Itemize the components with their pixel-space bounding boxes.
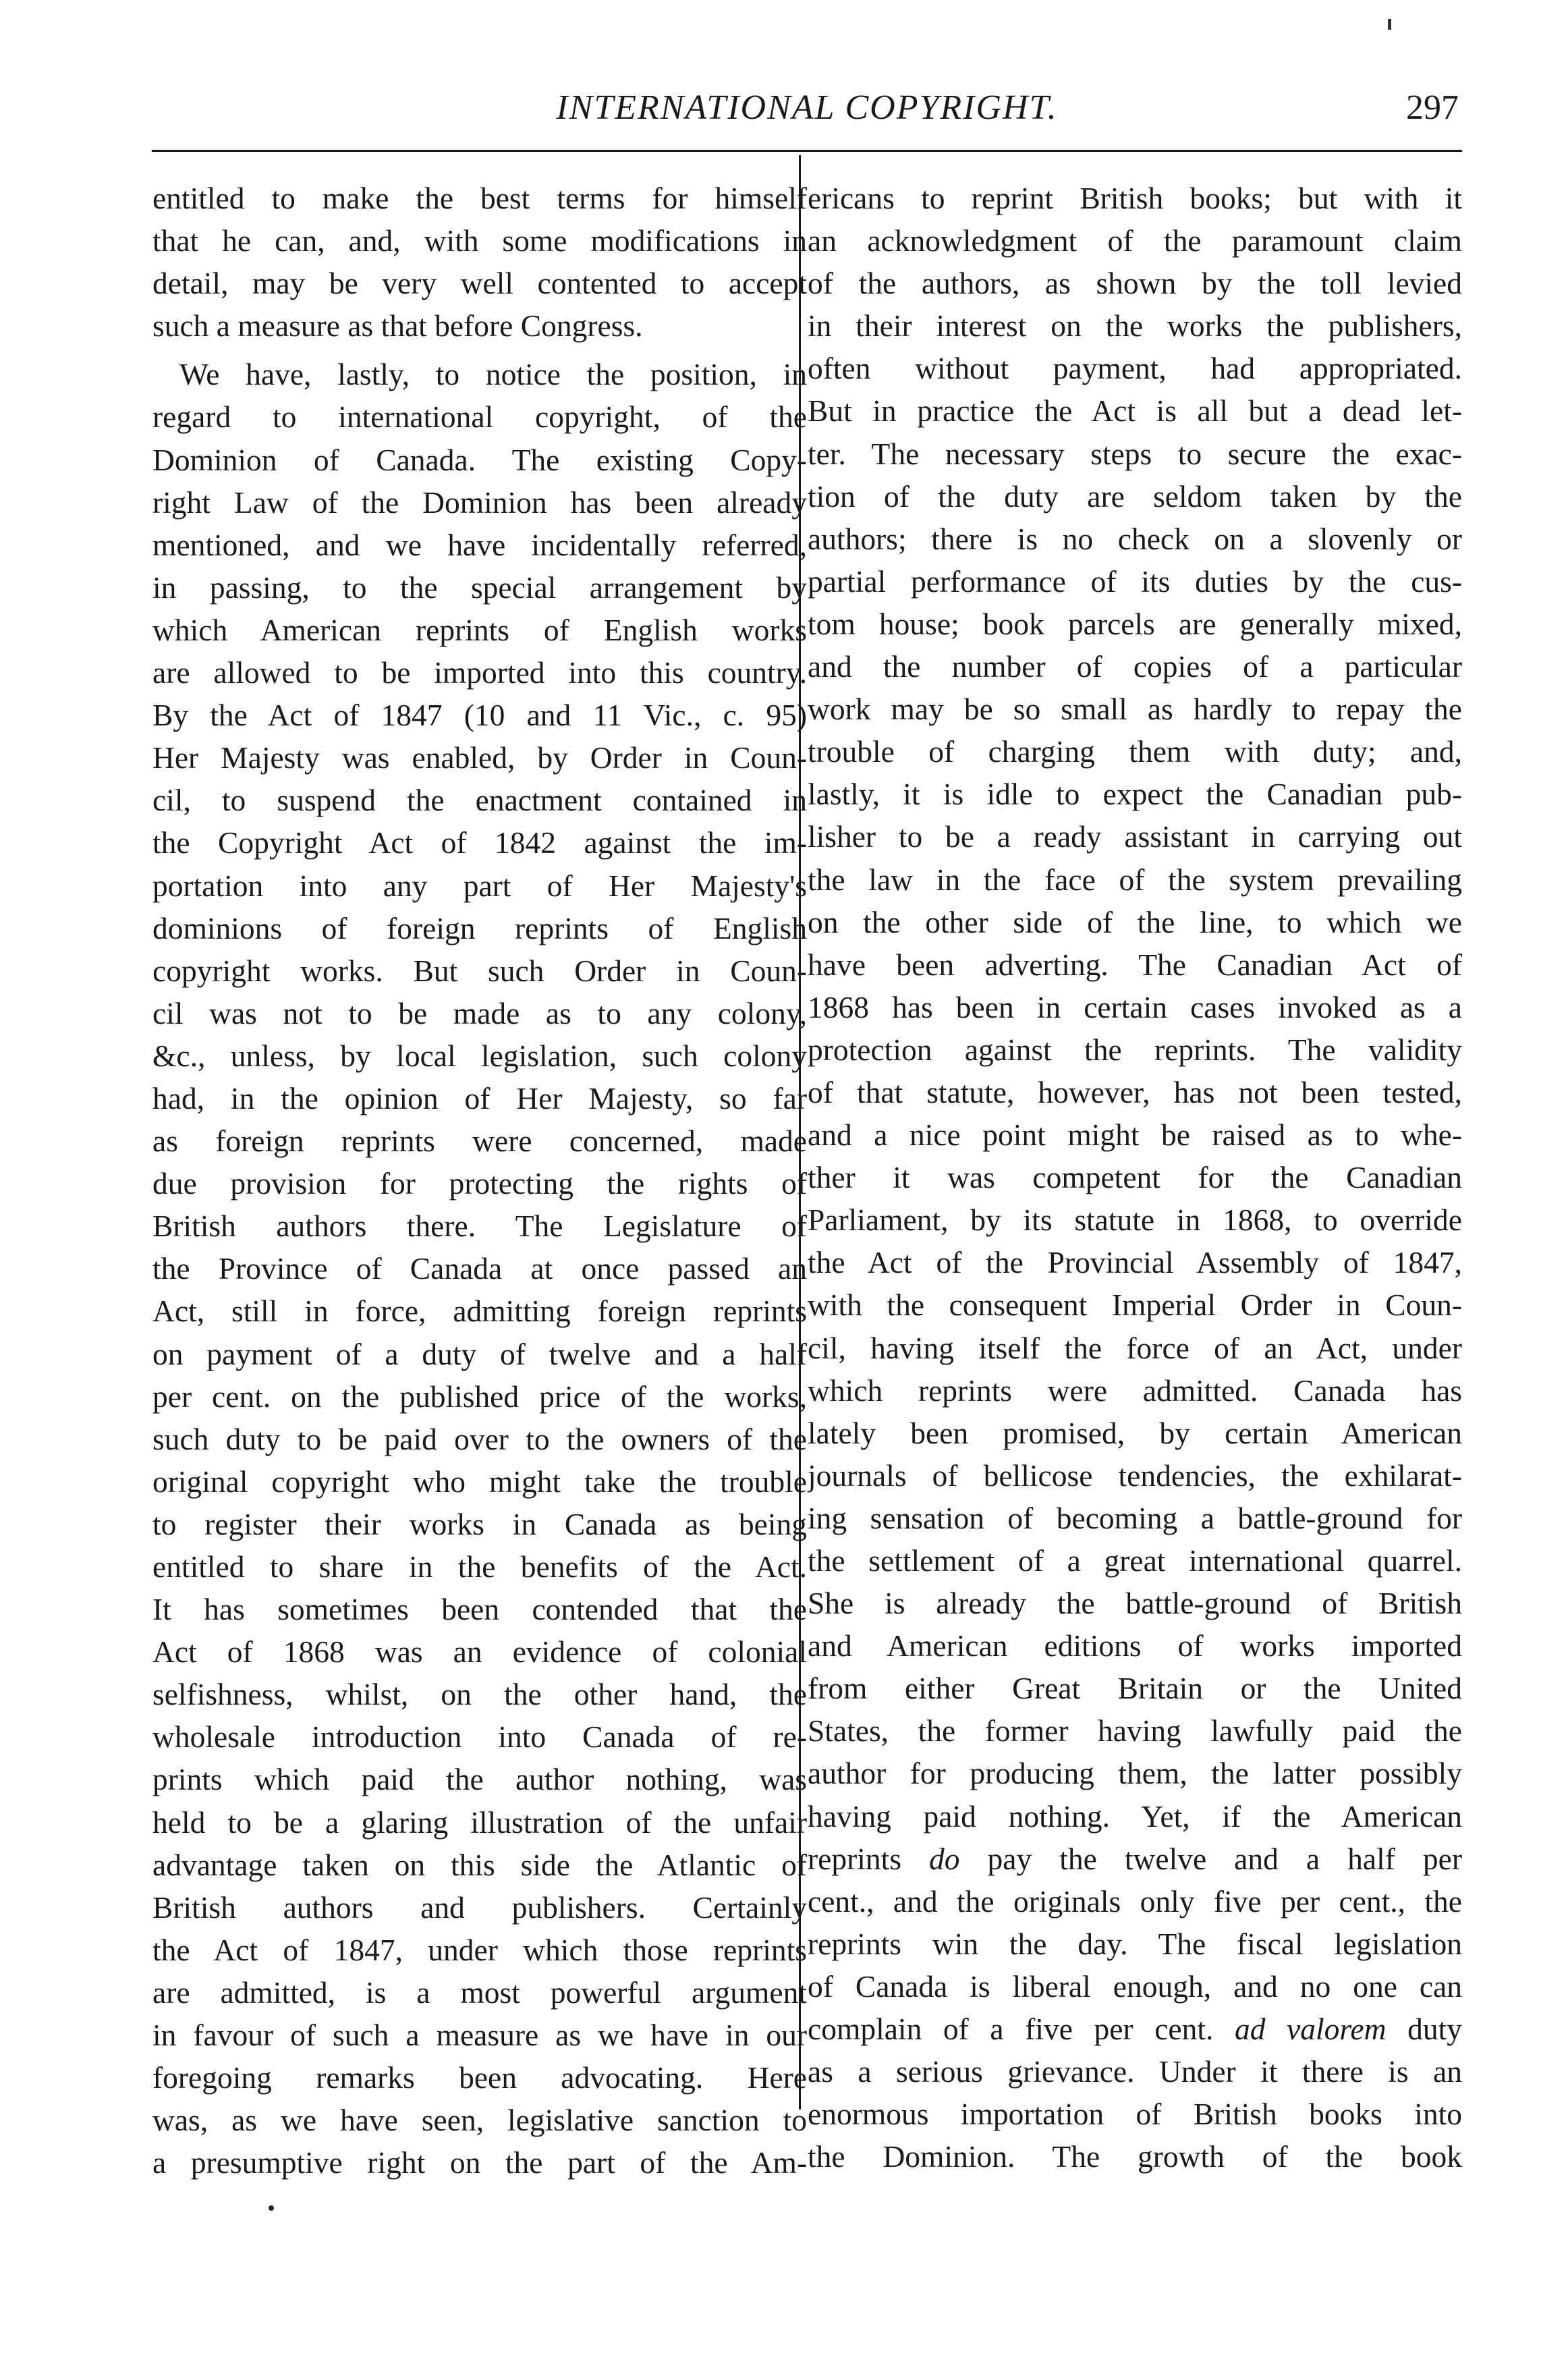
text-line: partial performance of its duties by the cus- (808, 563, 1462, 599)
text-line: held to be a glaring illustration of the unfair (152, 1804, 807, 1840)
paragraph-gap (152, 347, 807, 353)
text-line: prints which paid the author nothing, was (152, 1762, 807, 1797)
text-line: mentioned, and we have incidentally referred, (152, 527, 807, 562)
text-line: cil, having itself the force of an Act, under (808, 1330, 1462, 1365)
text-line: that he can, and, with some modifications in (152, 223, 807, 258)
text-line: But in practice the Act is all but a dead let- (808, 393, 1462, 429)
text-line: dominions of foreign reprints of English (152, 910, 807, 945)
text-line: of that statute, however, has not been tested, (808, 1074, 1462, 1109)
text-line: and a nice point might be raised as to whe- (808, 1118, 1462, 1153)
page-header (155, 81, 1459, 135)
text-line: Dominion of Canada. The existing Copy- (152, 442, 807, 477)
text-line: the law in the face of the system prevailing (808, 862, 1462, 897)
header-rule (152, 150, 1462, 152)
text-line: detail, may be very well contented to accept (152, 266, 807, 301)
text-line: 1868 has been in certain cases invoked as a (808, 989, 1462, 1024)
text-line: right Law of the Dominion has been already (152, 485, 807, 520)
text-line: to register their works in Canada as being (152, 1506, 807, 1541)
text-line: advantage taken on this side the Atlantic of (152, 1847, 807, 1882)
text-line: entitled to share in the benefits of the Act. (152, 1549, 807, 1584)
text-line: such duty to be paid over to the owners of the (152, 1421, 807, 1456)
running-head: INTERNATIONAL COPYRIGHT. (556, 88, 1058, 127)
text-line: the Dominion. The growth of the book (808, 2139, 1462, 2174)
text-line: reprints do pay the twelve and a half per (808, 1841, 1462, 1876)
text-line: cil, to suspend the enactment contained in (152, 783, 807, 818)
text-line: in passing, to the special arrangement by (152, 570, 807, 605)
text-line: trouble of charging them with duty; and, (808, 734, 1462, 769)
text-line: British authors there. The Legislature of (152, 1209, 807, 1244)
text-line: selfishness, whilst, on the other hand, the (152, 1677, 807, 1712)
text-line: States, the former having lawfully paid the (808, 1713, 1462, 1748)
text-line: &c., unless, by local legislation, such colony (152, 1038, 807, 1073)
text-line: as a serious grievance. Under it there is an (808, 2054, 1462, 2089)
text-line: complain of a five per cent. ad valorem duty (808, 2012, 1462, 2047)
text-line: and American editions of works imported (808, 1628, 1462, 1663)
text-line: ericans to reprint British books; but with it (808, 181, 1462, 215)
text-line: the Act of the Provincial Assembly of 1847, (808, 1245, 1462, 1280)
text-line: on the other side of the line, to which we (808, 904, 1462, 939)
text-line: entitled to make the best terms for himself (152, 181, 807, 215)
text-line: such a measure as that before Congress. (152, 308, 643, 343)
text-line: are allowed to be imported into this country. (152, 655, 807, 690)
text-line: lastly, it is idle to expect the Canadian pub- (808, 777, 1462, 812)
text-line: with the consequent Imperial Order in Coun- (808, 1288, 1462, 1323)
text-line: cil was not to be made as to any colony, (152, 995, 807, 1030)
left-column (152, 177, 807, 2184)
right-column (808, 177, 1462, 2178)
text-line: on payment of a duty of twelve and a half (152, 1336, 807, 1371)
text-line: the Province of Canada at once passed an (152, 1251, 807, 1286)
text-line: British authors and publishers. Certainly (152, 1890, 807, 1925)
text-line: as foreign reprints were concerned, made (152, 1124, 807, 1159)
text-line: had, in the opinion of Her Majesty, so far (152, 1080, 807, 1115)
text-line: Act of 1868 was an evidence of colonial (152, 1634, 807, 1670)
italic-phrase: ad valorem (1234, 2012, 1387, 2047)
text-line: foregoing remarks been advocating. Here (152, 2060, 807, 2095)
text-line: the Act of 1847, under which those reprints (152, 1932, 807, 1967)
text-line: copyright works. But such Order in Coun- (152, 953, 807, 988)
text-line: often without payment, had appropriated. (808, 351, 1462, 386)
text-line: By the Act of 1847 (10 and 11 Vic., c. 95) (152, 698, 807, 733)
text-line: regard to international copyright, of the (152, 399, 807, 435)
text-line: which American reprints of English works (152, 612, 807, 647)
text-line: authors; there is no check on a slovenly or (808, 521, 1462, 556)
text-line: the Copyright Act of 1842 against the im- (152, 825, 807, 860)
text-line: have been adverting. The Canadian Act of (808, 947, 1462, 982)
column-divider (799, 155, 801, 2110)
text-line: tion of the duty are seldom taken by the (808, 478, 1462, 514)
page-number: 297 (1406, 88, 1459, 127)
text-line: tom house; book parcels are generally mixed, (808, 606, 1462, 641)
text-line: original copyright who might take the trouble (152, 1464, 807, 1499)
text-line: was, as we have seen, legislative sanction to (152, 2103, 807, 2138)
text-line: wholesale introduction into Canada of re- (152, 1719, 807, 1755)
text-line: of the authors, as shown by the toll levied (808, 266, 1462, 301)
stray-mark (269, 2205, 274, 2211)
text-line: and the number of copies of a particular (808, 649, 1462, 684)
text-line: We have, lastly, to notice the position, in (179, 357, 807, 392)
text-line: Her Majesty was enabled, by Order in Coun- (152, 740, 807, 775)
text-line: in their interest on the works the publishers, (808, 308, 1462, 343)
text-line: in favour of such a measure as we have in our (152, 2018, 807, 2053)
text-line: work may be so small as hardly to repay the (808, 692, 1462, 727)
text-line: enormous importation of British books into (808, 2097, 1462, 2132)
text-line: ther it was competent for the Canadian (808, 1160, 1462, 1195)
text-line: Parliament, by its statute in 1868, to override (808, 1203, 1462, 1238)
text-line: per cent. on the published price of the works, (152, 1379, 807, 1414)
text-line: lately been promised, by certain American (808, 1415, 1462, 1450)
text-line: Act, still in force, admitting foreign reprints (152, 1294, 807, 1329)
text-line: It has sometimes been contended that the (152, 1592, 807, 1627)
text-line: portation into any part of Her Majesty's (152, 868, 807, 903)
text-line: having paid nothing. Yet, if the American (808, 1798, 1462, 1834)
italic-phrase: do (929, 1841, 960, 1876)
text-line: ter. The necessary steps to secure the exac- (808, 436, 1462, 471)
text-line: are admitted, is a most powerful argument (152, 1975, 807, 2010)
text-line: due provision for protecting the rights of (152, 1166, 807, 1201)
text-line: the settlement of a great international quarrel. (808, 1543, 1462, 1578)
text-line: lisher to be a ready assistant in carrying out (808, 819, 1462, 854)
text-line: reprints win the day. The fiscal legislation (808, 1926, 1462, 1961)
text-line: from either Great Britain or the United (808, 1671, 1462, 1706)
margin-mark (1388, 19, 1391, 30)
text-line: a presumptive right on the part of the Am- (152, 2145, 807, 2180)
text-line: of Canada is liberal enough, and no one can (808, 1968, 1462, 2004)
text-line: which reprints were admitted. Canada has (808, 1373, 1462, 1408)
text-line: She is already the battle-ground of British (808, 1586, 1462, 1621)
text-line: an acknowledgment of the paramount claim (808, 223, 1462, 258)
text-line: ing sensation of becoming a battle-ground for (808, 1500, 1462, 1535)
text-line: cent., and the originals only five per cent., the (808, 1883, 1462, 1919)
text-line: journals of bellicose tendencies, the exhilarat- (808, 1458, 1462, 1493)
text-line: author for producing them, the latter possibly (808, 1756, 1462, 1791)
text-line: protection against the reprints. The validity (808, 1032, 1462, 1067)
